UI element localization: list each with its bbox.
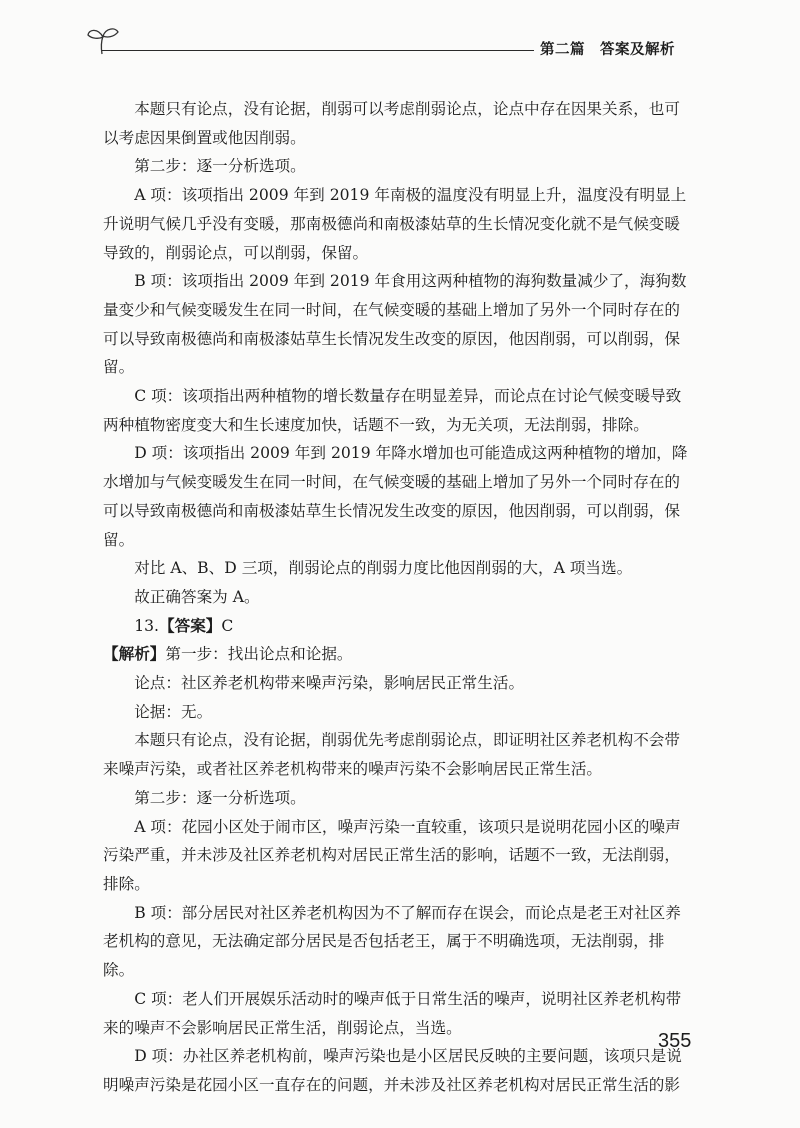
paragraph: C 项：该项指出两种植物的增长数量存在明显差异，而论点在讨论气候变暖导致两种植物密度变大和生长速度加快，话题不一致，为无关项，无法削弱，排除。 bbox=[103, 387, 682, 434]
paragraph: B 项：部分居民对社区养老机构因为不了解而存在误会，而论点是老王对社区养老机构的意见，无法确定部分居民是否包括老王，属于不明确选项，无法削弱，排除。 bbox=[103, 903, 681, 980]
answer-explanation-text bbox=[103, 95, 691, 1100]
paragraph: 本题只有论点，没有论据，削弱优先考虑削弱论点，即证明社区养老机构不会带来噪声污染，或者社区养老机构带来的噪声污染不会影响居民正常生活。 bbox=[103, 731, 680, 779]
paragraph: D 项：办社区养老机构前，噪声污染也是小区居民反映的主要问题，该项只是说明噪声污染是花园小区一直存在的问题，并未涉及社区养老机构对居民正常生活的影 bbox=[103, 1047, 682, 1094]
paragraph: 论据：无。 bbox=[134, 702, 213, 721]
sprout-icon bbox=[84, 24, 124, 56]
paragraph: 第二步：逐一分析选项。 bbox=[134, 788, 306, 807]
header-rule bbox=[102, 50, 534, 51]
question-number: 13. bbox=[134, 616, 159, 635]
analysis-tag: 【解析】 bbox=[103, 644, 166, 664]
paragraph: 本题只有论点，没有论据，削弱可以考虑削弱论点，论点中存在因果关系，也可以考虑因果倒置或他因削弱。 bbox=[103, 100, 680, 147]
paragraph: D 项：该项指出 2009 年到 2019 年降水增加也可能造成这两种植物的增加，降水增加与气候变暖发生在同一时间，在气候变暖的基础上增加了另外一个同时存在的可以导致南极德尚和南极漆姑草生长情况发生改变的原因，他因削弱，可以削弱，保留。 bbox=[103, 444, 688, 549]
answer-tag: 【答案】 bbox=[159, 615, 222, 635]
section-title: 第二篇 答案及解析 bbox=[540, 42, 675, 58]
analysis-first-step: 第一步：找出论点和论据。 bbox=[165, 645, 353, 664]
page-header bbox=[0, 0, 800, 70]
answer-value: C bbox=[221, 616, 234, 635]
paragraph: C 项：老人们开展娱乐活动时的噪声低于日常生活的噪声，说明社区养老机构带来的噪声不会影响居民正常生活，削弱论点，当选。 bbox=[103, 989, 682, 1037]
paragraph: B 项：该项指出 2009 年到 2019 年食用这两种植物的海狗数量减少了，海狗数量变少和气候变暖发生在同一时间，在气候变暖的基础上增加了另外一个同时存在的可以导致南极德尚和南极漆姑草生长情况发生改变的原因，他因削弱，可以削弱，保留。 bbox=[103, 272, 687, 377]
paragraph: 论点：社区养老机构带来噪声污染，影响居民正常生活。 bbox=[134, 674, 525, 693]
paragraph: 对比 A、B、D 三项，削弱论点的削弱力度比他因削弱的大，A 项当选。 bbox=[134, 559, 633, 578]
paragraph: 第二步：逐一分析选项。 bbox=[134, 157, 306, 176]
paragraph: 故正确答案为 A。 bbox=[134, 587, 260, 606]
paragraph: A 项：该项指出 2009 年到 2019 年南极的温度没有明显上升，温度没有明显上升说明气候几乎没有变暖，那南极德尚和南极漆姑草的生长情况变化就不是气候变暖导致的，削弱论点，可以削弱，保留。 bbox=[103, 186, 687, 262]
page-number: 355 bbox=[658, 1030, 692, 1052]
paragraph: A 项：花园小区处于闹市区，噪声污染一直较重，该项只是说明花园小区的噪声污染严重，并未涉及社区养老机构对居民正常生活的影响，话题不一致，无法削弱，排除。 bbox=[103, 817, 681, 893]
question-13-analysis-line bbox=[103, 640, 691, 669]
question-13-answer-line bbox=[103, 612, 691, 641]
